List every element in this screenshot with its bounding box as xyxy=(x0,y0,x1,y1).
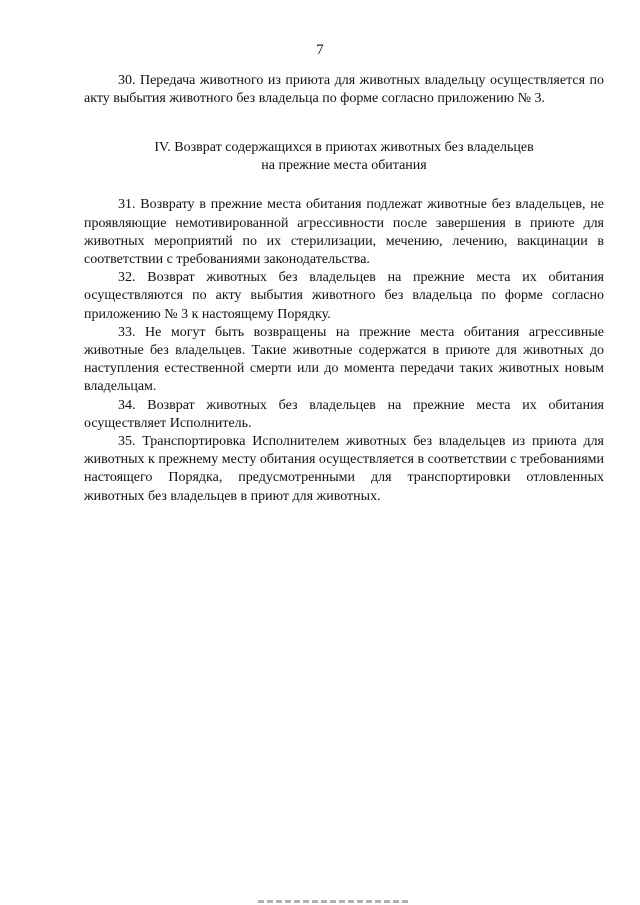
section-heading-line-1: IV. Возврат содержащихся в приютах животных без владельцев xyxy=(154,140,534,156)
bottom-edge-mark xyxy=(258,900,408,903)
section-heading xyxy=(84,139,604,175)
paragraph-34: 34. Возврат животных без владельцев на прежние места их обитания осуществляет Исполнитель. xyxy=(84,397,604,431)
section-heading-line-2: на прежние места обитания xyxy=(261,158,427,174)
paragraph-35: 35. Транспортировка Исполнителем животных без владельцев из приюта для животных к прежнему месту обитания осуществляется в соответствии с требованиями настоящего Порядка, предусмотренными для транспортировки отловленных животных без владельцев в приют для животных. xyxy=(84,434,604,504)
document-body xyxy=(84,72,604,506)
paragraph-30: 30. Передача животного из приюта для животных владельцу осуществляется по акту выбытия животного без владельца по форме согласно приложению № 3. xyxy=(84,73,604,107)
paragraph-33: 33. Не могут быть возвращены на прежние места обитания агрессивные животные без владельцев. Такие животные содержатся в приюте для животных до наступления естественной смерти или до момента передачи таких животных новым владельцам. xyxy=(84,324,604,395)
paragraph-32: 32. Возврат животных без владельцев на прежние места их обитания осуществляются по акту выбытия животного без владельца по форме согласно приложению № 3 к настоящему Порядку. xyxy=(84,270,604,322)
page-number: 7 xyxy=(316,42,324,58)
paragraph-31: 31. Возврату в прежние места обитания подлежат животные без владельцев, не проявляющие немотивированной агрессивности после завершения в приюте для животных мероприятий по их стерилизации, мечению, лечению, вакцинации в соответствии с требованиями законодательства. xyxy=(84,197,604,268)
